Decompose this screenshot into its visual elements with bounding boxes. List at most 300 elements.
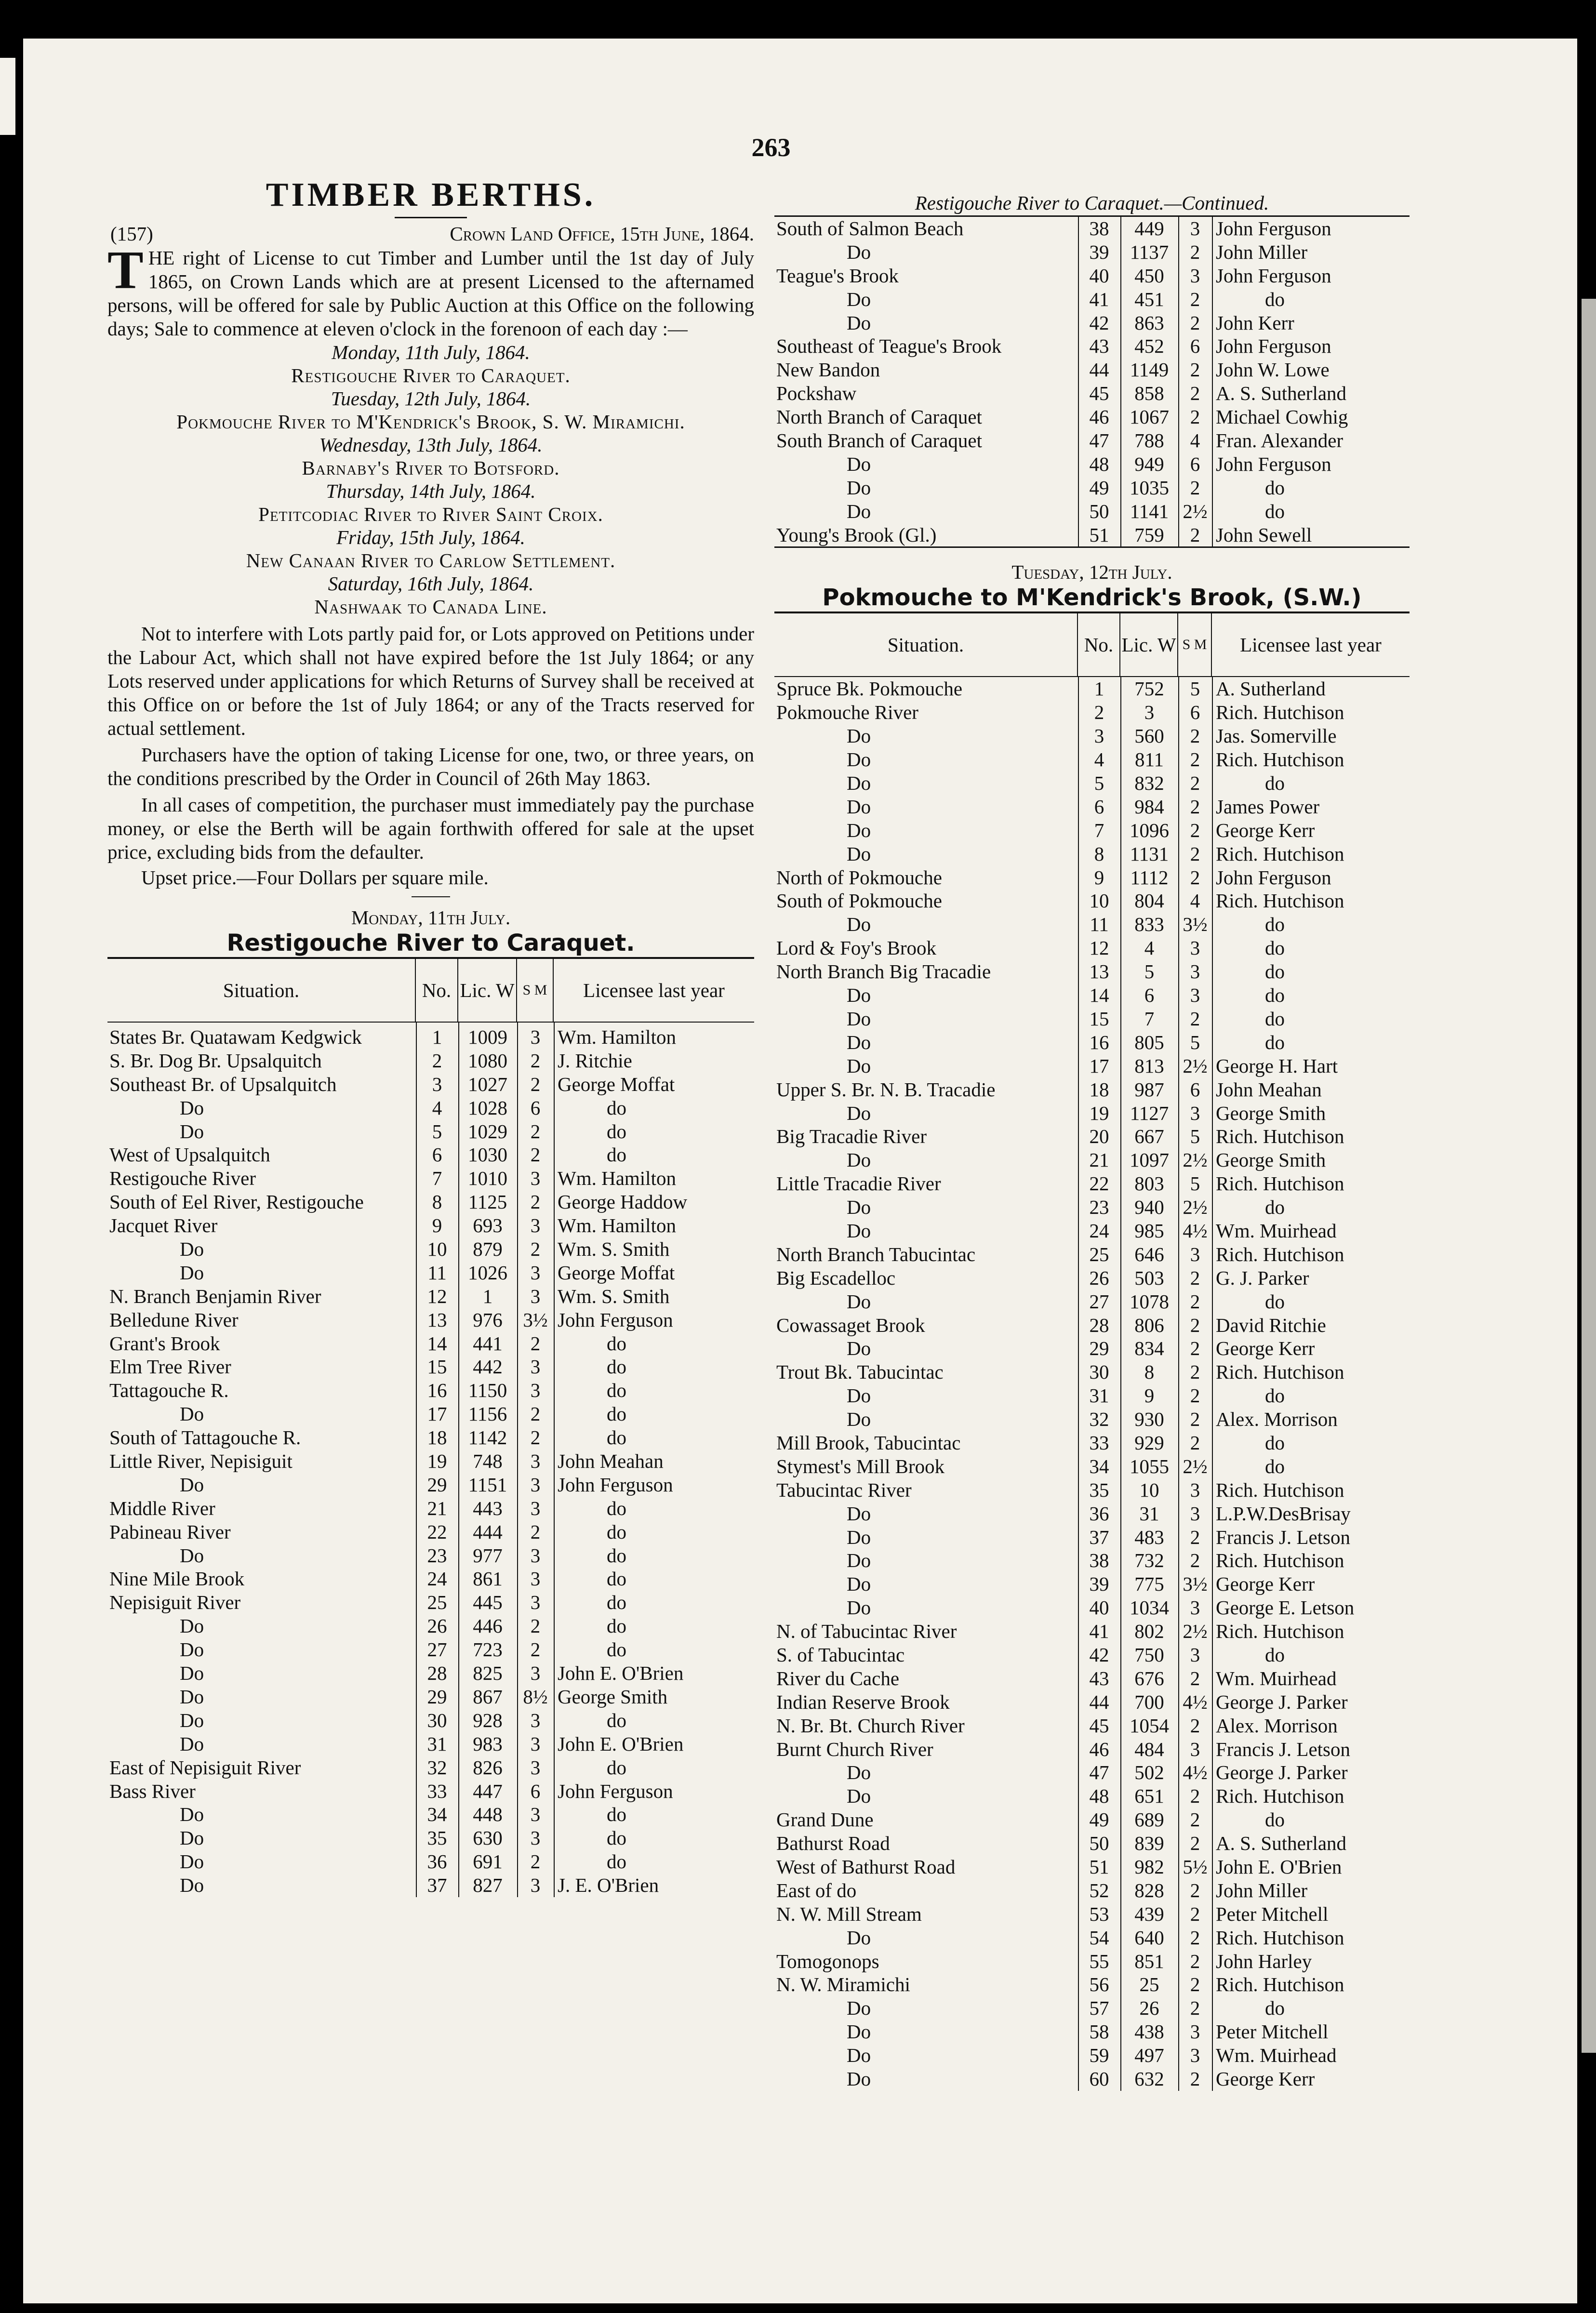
cell-sm: 2 xyxy=(530,1332,541,1355)
cell-licensee: do xyxy=(1265,500,1285,522)
cell-no: 15 xyxy=(1089,1007,1109,1030)
cell-licensee: do xyxy=(607,1379,626,1402)
table-row xyxy=(774,1102,1410,1125)
cell-situation: Do xyxy=(847,1502,871,1525)
cell-sm: 4½ xyxy=(1183,1761,1208,1784)
cell-licensee: Rich. Hutchison xyxy=(1216,1926,1344,1949)
cell-situation: Do xyxy=(847,1102,871,1124)
cell-lic-w: 832 xyxy=(1134,772,1164,795)
cell-no: 34 xyxy=(1089,1455,1109,1477)
cell-no: 35 xyxy=(1089,1478,1109,1501)
cell-lic-w: 448 xyxy=(473,1803,503,1826)
cell-sm: 2½ xyxy=(1183,1620,1208,1643)
cell-licensee: do xyxy=(607,1827,626,1849)
cell-licensee: John E. O'Brien xyxy=(1216,1856,1342,1878)
cell-sm: 6 xyxy=(1190,701,1200,724)
cell-lic-w: 651 xyxy=(1134,1785,1164,1808)
cell-situation: Do xyxy=(180,1120,204,1143)
cell-no: 28 xyxy=(1089,1314,1109,1336)
cell-no: 37 xyxy=(1089,1526,1109,1548)
cell-licensee: George J. Parker xyxy=(1216,1690,1348,1713)
cell-situation: Do xyxy=(847,1031,871,1053)
cell-no: 29 xyxy=(427,1473,447,1496)
cell-licensee: Rich. Hutchison xyxy=(1216,1785,1344,1808)
cell-lic-w: 1 xyxy=(482,1285,493,1307)
cell-sm: 2½ xyxy=(1183,1455,1208,1477)
table-row xyxy=(774,1196,1410,1219)
cell-no: 29 xyxy=(427,1685,447,1708)
table-row xyxy=(774,1290,1410,1314)
cell-sm: 2 xyxy=(1190,772,1200,795)
cell-no: 57 xyxy=(1089,1997,1109,2020)
cell-licensee: John Ferguson xyxy=(558,1473,673,1496)
cell-sm: 3 xyxy=(1190,1738,1200,1760)
cell-situation: Big Tracadie River xyxy=(776,1125,927,1148)
cell-sm: 4½ xyxy=(1183,1219,1208,1242)
header-no: No. xyxy=(1078,613,1120,676)
cell-no: 9 xyxy=(1094,866,1104,889)
cell-lic-w: 803 xyxy=(1134,1172,1164,1195)
cell-situation: Tomogonops xyxy=(776,1950,879,1972)
cell-licensee: Rich. Hutchison xyxy=(1216,1549,1344,1572)
cell-situation: Do xyxy=(847,1290,871,1313)
schedule-route: New Canaan River to Carlow Settlement. xyxy=(246,549,616,572)
cell-lic-w: 441 xyxy=(473,1332,503,1355)
cell-licensee: Wm. Muirhead xyxy=(1216,1667,1337,1689)
table-row xyxy=(774,1148,1410,1172)
cell-lic-w: 861 xyxy=(473,1568,503,1590)
cell-situation: East of do xyxy=(776,1879,857,1901)
cell-lic-w: 1142 xyxy=(468,1426,507,1449)
schedule-route: Restigouche River to Caraquet. xyxy=(291,364,571,386)
cell-licensee: Fran. Alexander xyxy=(1216,429,1343,452)
schedule-date: Tuesday, 12th July, 1864. xyxy=(331,387,531,410)
cell-sm: 2 xyxy=(1190,1384,1200,1407)
cell-lic-w: 447 xyxy=(473,1780,503,1802)
cell-sm: 3 xyxy=(530,1450,541,1473)
cell-situation: Do xyxy=(847,1596,871,1619)
cell-sm: 2 xyxy=(1190,288,1200,310)
table-row xyxy=(107,1402,754,1426)
table-row xyxy=(774,677,1410,701)
cell-lic-w: 987 xyxy=(1134,1078,1164,1101)
cell-sm: 2 xyxy=(1190,1879,1200,1901)
table-row xyxy=(774,1596,1410,1620)
cell-situation: Do xyxy=(847,842,871,865)
cell-sm: 2 xyxy=(1190,1714,1200,1737)
cell-lic-w: 827 xyxy=(473,1874,503,1897)
cell-licensee: do xyxy=(1265,772,1285,795)
cell-no: 6 xyxy=(1094,795,1104,818)
table1-day: Monday, 11th July. xyxy=(351,906,511,929)
cell-licensee: Wm. S. Smith xyxy=(558,1238,670,1261)
table-row xyxy=(774,1078,1410,1102)
continued-bottom-rule xyxy=(774,546,1410,548)
table-row xyxy=(774,1879,1410,1902)
table1-continued-rows xyxy=(774,217,1410,546)
cell-sm: 2 xyxy=(530,1073,541,1095)
cell-lic-w: 805 xyxy=(1134,1031,1164,1053)
cell-sm: 3 xyxy=(1190,2021,1200,2043)
table-row xyxy=(774,1172,1410,1196)
cell-no: 49 xyxy=(1089,476,1109,499)
cell-no: 43 xyxy=(1089,1667,1109,1689)
cell-lic-w: 1055 xyxy=(1130,1455,1169,1477)
table-row xyxy=(774,1031,1410,1054)
cell-sm: 3 xyxy=(1190,960,1200,983)
cell-situation: Nepisiguit River xyxy=(109,1591,241,1614)
cell-lic-w: 483 xyxy=(1134,1526,1164,1548)
cell-lic-w: 4 xyxy=(1144,937,1155,959)
cell-lic-w: 811 xyxy=(1135,748,1164,771)
cell-licensee: Peter Mitchell xyxy=(1216,1902,1329,1925)
cell-sm: 2 xyxy=(1190,725,1200,747)
cell-licensee: do xyxy=(607,1591,626,1614)
cell-licensee: do xyxy=(1265,1007,1285,1030)
cell-sm: 3 xyxy=(1190,264,1200,287)
cell-situation: Do xyxy=(180,1874,204,1897)
cell-sm: 2 xyxy=(530,1520,541,1543)
cell-situation: Do xyxy=(847,1408,871,1431)
cell-no: 47 xyxy=(1089,429,1109,452)
cell-no: 27 xyxy=(427,1638,447,1661)
cell-situation: Jacquet River xyxy=(109,1214,218,1237)
cell-licensee: George Kerr xyxy=(1216,1573,1315,1595)
cell-sm: 8½ xyxy=(523,1685,548,1708)
cell-no: 44 xyxy=(1089,359,1109,381)
cell-licensee: John Ferguson xyxy=(1216,452,1331,475)
header-sm: S M xyxy=(517,959,554,1022)
cell-no: 24 xyxy=(1089,1219,1109,1242)
table-row xyxy=(774,1784,1410,1808)
table-row xyxy=(774,288,1410,311)
cell-situation: Do xyxy=(180,1403,204,1425)
cell-lic-w: 497 xyxy=(1134,2044,1164,2067)
cell-lic-w: 502 xyxy=(1134,1761,1164,1784)
cell-licensee: John Ferguson xyxy=(1216,335,1331,358)
table-row xyxy=(774,500,1410,523)
cell-sm: 5 xyxy=(1190,678,1200,700)
cell-licensee: do xyxy=(607,1803,626,1826)
table-row xyxy=(774,1431,1410,1455)
cell-lic-w: 6 xyxy=(1144,984,1155,1007)
cell-sm: 2 xyxy=(530,1403,541,1425)
header-situation: Situation. xyxy=(774,613,1078,676)
cell-no: 3 xyxy=(432,1073,442,1095)
cell-sm: 3 xyxy=(1190,984,1200,1007)
cell-no: 26 xyxy=(1089,1266,1109,1289)
cell-sm: 3 xyxy=(530,1544,541,1567)
cell-lic-w: 1141 xyxy=(1130,500,1169,522)
table-row xyxy=(774,429,1410,452)
cell-lic-w: 646 xyxy=(1134,1243,1164,1265)
cell-sm: 2 xyxy=(1190,1973,1200,1996)
cell-situation: N. of Tabucintac River xyxy=(776,1620,957,1643)
cell-situation: Do xyxy=(180,1638,204,1661)
cell-licensee: L.P.W.DesBrisay xyxy=(1216,1502,1351,1525)
cell-lic-w: 1131 xyxy=(1130,842,1169,865)
cell-no: 7 xyxy=(432,1167,442,1190)
cell-licensee: Wm. Muirhead xyxy=(1216,2044,1337,2067)
cell-sm: 4 xyxy=(1190,890,1200,912)
cell-situation: Do xyxy=(847,725,871,747)
cell-no: 38 xyxy=(1089,217,1109,239)
cell-no: 30 xyxy=(1089,1361,1109,1383)
cell-licensee: do xyxy=(1265,1290,1285,1313)
schedule-route: Pokmouche River to M'Kendrick's Brook, S. W. Miramichi. xyxy=(176,411,685,433)
cell-no: 44 xyxy=(1089,1690,1109,1713)
cell-situation: Burnt Church River xyxy=(776,1738,933,1760)
table-row xyxy=(107,1874,754,1897)
cell-lic-w: 752 xyxy=(1134,678,1164,700)
table-row xyxy=(107,1214,754,1237)
cell-licensee: do xyxy=(1265,1808,1285,1831)
cell-no: 23 xyxy=(427,1544,447,1567)
cell-lic-w: 759 xyxy=(1134,523,1164,546)
cell-licensee: do xyxy=(1265,1384,1285,1407)
cell-situation: Do xyxy=(180,1685,204,1708)
cell-no: 48 xyxy=(1089,452,1109,475)
cell-no: 8 xyxy=(1094,842,1104,865)
cell-no: 15 xyxy=(427,1356,447,1378)
table-row xyxy=(774,842,1410,866)
cell-no: 12 xyxy=(1089,937,1109,959)
cell-no: 53 xyxy=(1089,1902,1109,1925)
cell-sm: 3 xyxy=(530,1662,541,1685)
cell-lic-w: 825 xyxy=(473,1662,503,1685)
cell-licensee: Rich. Hutchison xyxy=(1216,1973,1344,1996)
cell-sm: 2½ xyxy=(1183,500,1208,522)
notice-intro: THE right of License to cut Timber and Lumber until the 1st day of July 1865, on Crown Lands which are at present Licensed to the afternamed persons, will be offered for sale by Public Auction at this Office on the following days; Sale to commence at eleven o'clock in the forenoon of each day :— xyxy=(107,240,754,340)
table-row xyxy=(774,819,1410,842)
cell-licensee: do xyxy=(1265,984,1285,1007)
schedule-date: Friday, 15th July, 1864. xyxy=(336,526,525,548)
cell-licensee: Rich. Hutchison xyxy=(1216,1620,1344,1643)
cell-lic-w: 1080 xyxy=(468,1049,507,1072)
cell-no: 58 xyxy=(1089,2021,1109,2043)
cell-situation: Stymest's Mill Brook xyxy=(776,1455,945,1477)
cell-sm: 3 xyxy=(1190,217,1200,239)
cell-licensee: George Kerr xyxy=(1216,1337,1315,1360)
cell-sm: 2 xyxy=(1190,1950,1200,1972)
table-row xyxy=(774,217,1410,240)
cell-sm: 6 xyxy=(1190,335,1200,358)
table-row xyxy=(774,1855,1410,1879)
cell-situation: Do xyxy=(847,2068,871,2090)
table-row xyxy=(774,724,1410,748)
cell-lic-w: 1096 xyxy=(1130,819,1169,841)
table-row xyxy=(107,1756,754,1780)
cell-licensee: John Ferguson xyxy=(1216,217,1331,239)
cell-lic-w: 5 xyxy=(1144,960,1155,983)
cell-situation: Do xyxy=(847,476,871,499)
cell-licensee: Francis J. Letson xyxy=(1216,1526,1350,1548)
cell-lic-w: 452 xyxy=(1134,335,1164,358)
cell-situation: Southeast Br. of Upsalquitch xyxy=(109,1073,337,1095)
cell-lic-w: 863 xyxy=(1134,311,1164,334)
table1-header xyxy=(107,959,754,1022)
cell-situation: Trout Bk. Tabucintac xyxy=(776,1361,944,1383)
cell-lic-w: 444 xyxy=(473,1520,503,1543)
cell-lic-w: 700 xyxy=(1134,1690,1164,1713)
table-row xyxy=(107,1826,754,1850)
cell-no: 18 xyxy=(1089,1078,1109,1101)
cell-licensee: J. E. O'Brien xyxy=(558,1874,659,1897)
cell-lic-w: 1149 xyxy=(1130,359,1169,381)
cell-lic-w: 640 xyxy=(1134,1926,1164,1949)
cell-no: 32 xyxy=(427,1756,447,1779)
cell-no: 22 xyxy=(427,1520,447,1543)
cell-situation: North of Pokmouche xyxy=(776,866,942,889)
cell-lic-w: 930 xyxy=(1134,1408,1164,1431)
cell-lic-w: 1027 xyxy=(468,1073,507,1095)
cell-licensee: George J. Parker xyxy=(1216,1761,1348,1784)
table-row xyxy=(107,1520,754,1544)
cell-licensee: George Moffat xyxy=(558,1073,675,1095)
cell-lic-w: 1035 xyxy=(1130,476,1169,499)
cell-sm: 2 xyxy=(530,1120,541,1143)
table-row xyxy=(774,1502,1410,1526)
cell-situation: Do xyxy=(180,1261,204,1284)
cell-sm: 2 xyxy=(1190,748,1200,771)
cell-no: 6 xyxy=(432,1143,442,1166)
cell-licensee: A. S. Sutherland xyxy=(1216,382,1347,405)
cell-no: 4 xyxy=(1094,748,1104,771)
cell-licensee: Michael Cowhig xyxy=(1216,406,1348,428)
cell-sm: 3 xyxy=(1190,1102,1200,1124)
cell-situation: Tabucintac River xyxy=(776,1478,912,1501)
cell-no: 49 xyxy=(1089,1808,1109,1831)
table2-rows xyxy=(774,677,1410,2090)
cell-situation: Pokmouche River xyxy=(776,701,918,724)
cell-situation: Pockshaw xyxy=(776,382,857,405)
table1-continued-title: Restigouche River to Caraquet.—Continued. xyxy=(915,192,1269,214)
table-row xyxy=(774,2067,1410,2091)
cell-lic-w: 976 xyxy=(473,1308,503,1331)
cell-sm: 3 xyxy=(530,1261,541,1284)
schedule-date: Thursday, 14th July, 1864. xyxy=(326,480,536,502)
cell-no: 25 xyxy=(427,1591,447,1614)
cell-licensee: Rich. Hutchison xyxy=(1216,1243,1344,1265)
cell-situation: Do xyxy=(847,1761,871,1784)
cell-licensee: A. S. Sutherland xyxy=(1216,1832,1347,1855)
cell-lic-w: 985 xyxy=(1134,1219,1164,1242)
cell-no: 9 xyxy=(432,1214,442,1237)
cell-situation: Tattagouche R. xyxy=(109,1379,229,1402)
cell-situation: Do xyxy=(847,1526,871,1548)
cell-no: 33 xyxy=(1089,1431,1109,1454)
cell-situation: Little Tracadie River xyxy=(776,1172,941,1195)
table-row xyxy=(774,1761,1410,1784)
cell-lic-w: 442 xyxy=(473,1356,503,1378)
cell-situation: States Br. Quatawam Kedgwick xyxy=(109,1026,362,1048)
cell-situation: Belledune River xyxy=(109,1308,239,1331)
cell-licensee: do xyxy=(607,1332,626,1355)
cell-no: 43 xyxy=(1089,335,1109,358)
cell-lic-w: 879 xyxy=(473,1238,503,1261)
table-row xyxy=(107,1025,754,1049)
cell-sm: 2 xyxy=(1190,1997,1200,2020)
notice-number: (157) xyxy=(110,223,153,245)
table-row xyxy=(107,1120,754,1143)
cell-situation: N. W. Mill Stream xyxy=(776,1902,922,1925)
cell-sm: 3 xyxy=(530,1356,541,1378)
cell-sm: 2 xyxy=(530,1615,541,1637)
cell-lic-w: 1151 xyxy=(468,1473,507,1496)
cell-situation: Do xyxy=(180,1662,204,1685)
cell-no: 33 xyxy=(427,1780,447,1802)
cell-licensee: do xyxy=(1265,476,1285,499)
cell-lic-w: 748 xyxy=(473,1450,503,1473)
table-row xyxy=(774,405,1410,429)
cell-lic-w: 503 xyxy=(1134,1266,1164,1289)
cell-lic-w: 839 xyxy=(1134,1832,1164,1855)
table-row xyxy=(107,1049,754,1073)
cell-no: 10 xyxy=(1089,890,1109,912)
cell-situation: Do xyxy=(847,1549,871,1572)
cell-no: 13 xyxy=(1089,960,1109,983)
cell-sm: 2 xyxy=(1190,866,1200,889)
cell-licensee: do xyxy=(607,1568,626,1590)
table-row xyxy=(774,771,1410,795)
cell-lic-w: 826 xyxy=(473,1756,503,1779)
cell-no: 60 xyxy=(1089,2068,1109,2090)
cell-no: 56 xyxy=(1089,1973,1109,1996)
cell-no: 24 xyxy=(427,1568,447,1590)
cell-no: 41 xyxy=(1089,1620,1109,1643)
cell-no: 42 xyxy=(1089,1643,1109,1666)
cell-no: 27 xyxy=(1089,1290,1109,1313)
cell-lic-w: 691 xyxy=(473,1850,503,1873)
cell-sm: 3 xyxy=(530,1756,541,1779)
table-row xyxy=(774,1643,1410,1667)
cell-situation: South Branch of Caraquet xyxy=(776,429,982,452)
cell-licensee: do xyxy=(1265,1031,1285,1053)
cell-sm: 2 xyxy=(530,1238,541,1261)
cell-lic-w: 813 xyxy=(1134,1054,1164,1077)
cell-situation: Young's Brook (Gl.) xyxy=(776,523,937,546)
cell-sm: 2 xyxy=(1190,842,1200,865)
cell-sm: 6 xyxy=(530,1780,541,1802)
cell-lic-w: 723 xyxy=(473,1638,503,1661)
cell-no: 25 xyxy=(1089,1243,1109,1265)
table-row xyxy=(774,1902,1410,1926)
cell-situation: South of Tattagouche R. xyxy=(109,1426,301,1449)
cell-lic-w: 446 xyxy=(473,1615,503,1637)
table-row xyxy=(774,1549,1410,1572)
cell-lic-w: 834 xyxy=(1134,1337,1164,1360)
cell-licensee: Alex. Morrison xyxy=(1216,1714,1338,1737)
cell-licensee: do xyxy=(1265,1997,1285,2020)
cell-situation: River du Cache xyxy=(776,1667,900,1689)
cell-no: 4 xyxy=(432,1096,442,1119)
cell-no: 17 xyxy=(1089,1054,1109,1077)
table-row xyxy=(774,1926,1410,1950)
cell-no: 36 xyxy=(1089,1502,1109,1525)
cell-situation: S. of Tabucintac xyxy=(776,1643,905,1666)
table-row xyxy=(107,1544,754,1568)
cell-licensee: John Sewell xyxy=(1216,523,1312,546)
cell-sm: 2 xyxy=(530,1850,541,1873)
cell-situation: Do xyxy=(847,1384,871,1407)
cell-sm: 3½ xyxy=(523,1308,548,1331)
table-row xyxy=(774,1243,1410,1266)
auction-schedule xyxy=(107,341,754,618)
cell-sm: 2 xyxy=(1190,1808,1200,1831)
cell-lic-w: 750 xyxy=(1134,1643,1164,1666)
cell-sm: 3 xyxy=(1190,1502,1200,1525)
left-column xyxy=(107,173,754,1897)
